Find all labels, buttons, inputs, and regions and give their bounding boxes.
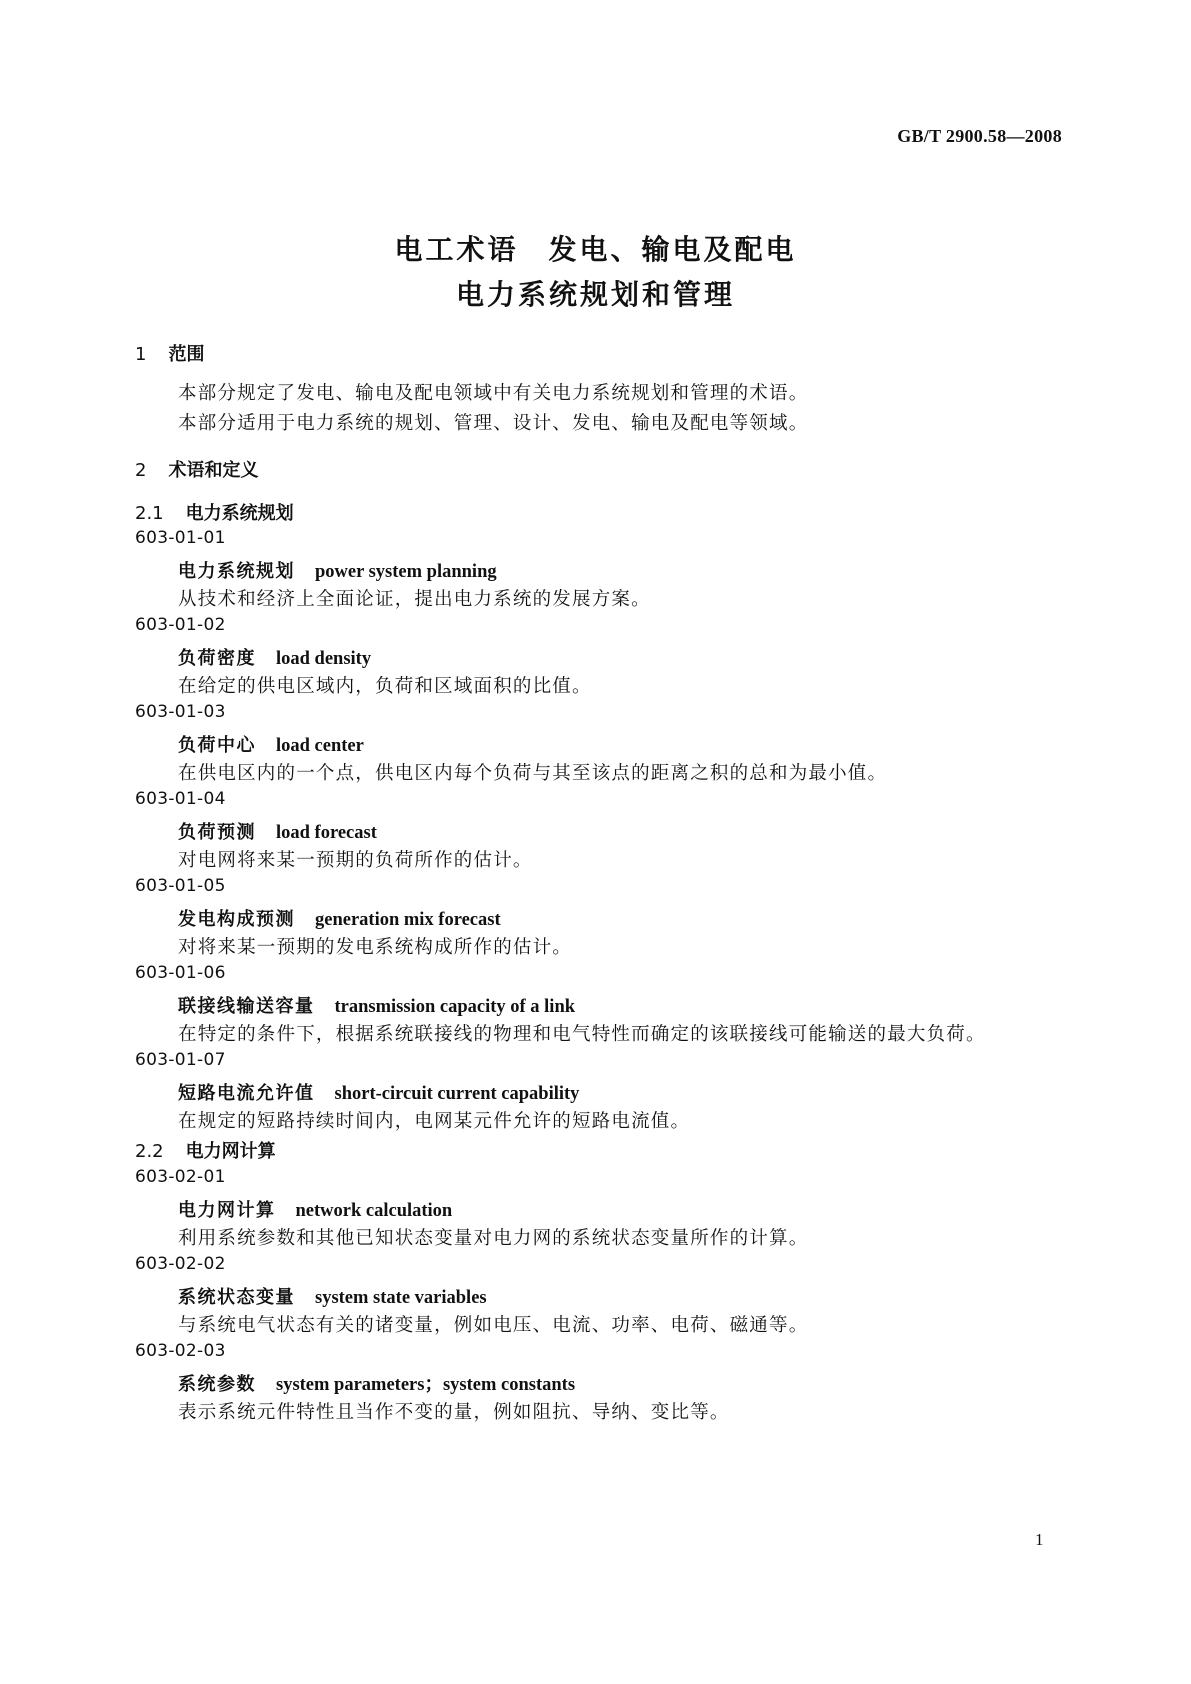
term-zh: 负荷密度: [178, 648, 256, 669]
subsection-heading-2-2: [135, 1137, 276, 1163]
term-en: load forecast: [276, 823, 377, 843]
entry-term: [178, 1079, 579, 1105]
term-zh: 联接线输送容量: [178, 996, 315, 1017]
entry-code: 603-01-01: [135, 528, 226, 548]
section-number: 2: [135, 460, 147, 481]
section-heading-2: [135, 456, 258, 482]
section-number: 2.2: [135, 1141, 164, 1162]
entry-code: 603-02-01: [135, 1167, 226, 1187]
section-number: 2.1: [135, 503, 164, 524]
term-en: transmission capacity of a link: [334, 997, 576, 1017]
entry-code: 603-01-03: [135, 702, 226, 722]
entry-term: [178, 1370, 575, 1396]
document-title-line2: 电力系统规划和管理: [455, 278, 735, 311]
term-zh: 电力系统规划: [178, 561, 295, 582]
entry-code: 603-01-06: [135, 963, 226, 983]
term-zh: 电力网计算: [178, 1200, 276, 1221]
term-en: generation mix forecast: [315, 910, 501, 930]
term-en: short-circuit current capability: [334, 1084, 580, 1104]
entry-term: [178, 731, 364, 757]
entry-definition: 在给定的供电区域内，负荷和区域面积的比值。: [178, 676, 592, 697]
entry-definition: 利用系统参数和其他已知状态变量对电力网的系统状态变量所作的计算。: [178, 1228, 809, 1249]
entry-definition: 从技术和经济上全面论证，提出电力系统的发展方案。: [178, 589, 651, 610]
entry-definition: 对将来某一预期的发电系统构成所作的估计。: [178, 937, 573, 958]
section-title: 术语和定义: [168, 460, 259, 481]
subsection-heading-2-1: [135, 499, 294, 525]
entry-code: 603-01-04: [135, 789, 226, 809]
title-part-a: 电工术语: [394, 233, 519, 266]
entry-term: [178, 1283, 487, 1309]
standard-code: GB/T 2900.58—2008: [897, 126, 1062, 146]
section-title: 电力网计算: [185, 1141, 276, 1162]
term-en: power system planning: [315, 562, 497, 582]
term-en: load center: [276, 736, 364, 756]
section-heading-1: [135, 340, 204, 366]
entry-term: [178, 818, 377, 844]
section-title: 电力系统规划: [185, 503, 294, 524]
scope-paragraph-2: 本部分适用于电力系统的规划、管理、设计、发电、输电及配电等领域。: [178, 413, 809, 434]
term-en: network calculation: [295, 1201, 453, 1221]
term-zh: 负荷预测: [178, 822, 256, 843]
section-title: 范围: [168, 344, 205, 365]
entry-definition: 表示系统元件特性且当作不变的量，例如阻抗、导纳、变比等。: [178, 1402, 730, 1423]
entry-term: [178, 905, 501, 931]
document-title-line1: [0, 228, 1191, 268]
entry-code: 603-02-02: [135, 1254, 226, 1274]
term-zh: 发电构成预测: [178, 909, 295, 930]
term-zh: 系统参数: [178, 1374, 256, 1395]
entry-definition: 在规定的短路持续时间内，电网某元件允许的短路电流值。: [178, 1111, 691, 1132]
term-zh: 系统状态变量: [178, 1287, 295, 1308]
title-part-b: 发电、输电及配电: [548, 233, 797, 266]
term-en: system parameters；system constants: [276, 1375, 576, 1395]
section-number: 1: [135, 344, 147, 365]
entry-term: [178, 557, 497, 583]
entry-definition: 与系统电气状态有关的诸变量，例如电压、电流、功率、电荷、磁通等。: [178, 1315, 809, 1336]
term-zh: 负荷中心: [178, 735, 256, 756]
term-zh: 短路电流允许值: [178, 1083, 315, 1104]
entry-definition: 在特定的条件下，根据系统联接线的物理和电气特性而确定的该联接线可能输送的最大负荷。: [178, 1024, 986, 1045]
entry-code: 603-01-07: [135, 1050, 226, 1070]
entry-code: 603-02-03: [135, 1341, 226, 1361]
entry-code: 603-01-02: [135, 615, 226, 635]
page-number: 1: [1035, 1530, 1044, 1549]
entry-definition: 在供电区内的一个点，供电区内每个负荷与其至该点的距离之积的总和为最小值。: [178, 763, 888, 784]
entry-term: [178, 992, 575, 1018]
scope-paragraph-1: 本部分规定了发电、输电及配电领域中有关电力系统规划和管理的术语。: [178, 383, 809, 404]
entry-term: [178, 644, 371, 670]
entry-definition: 对电网将来某一预期的负荷所作的估计。: [178, 850, 533, 871]
term-en: system state variables: [315, 1288, 487, 1308]
entry-term: [178, 1196, 452, 1222]
entry-code: 603-01-05: [135, 876, 226, 896]
term-en: load density: [276, 649, 372, 669]
